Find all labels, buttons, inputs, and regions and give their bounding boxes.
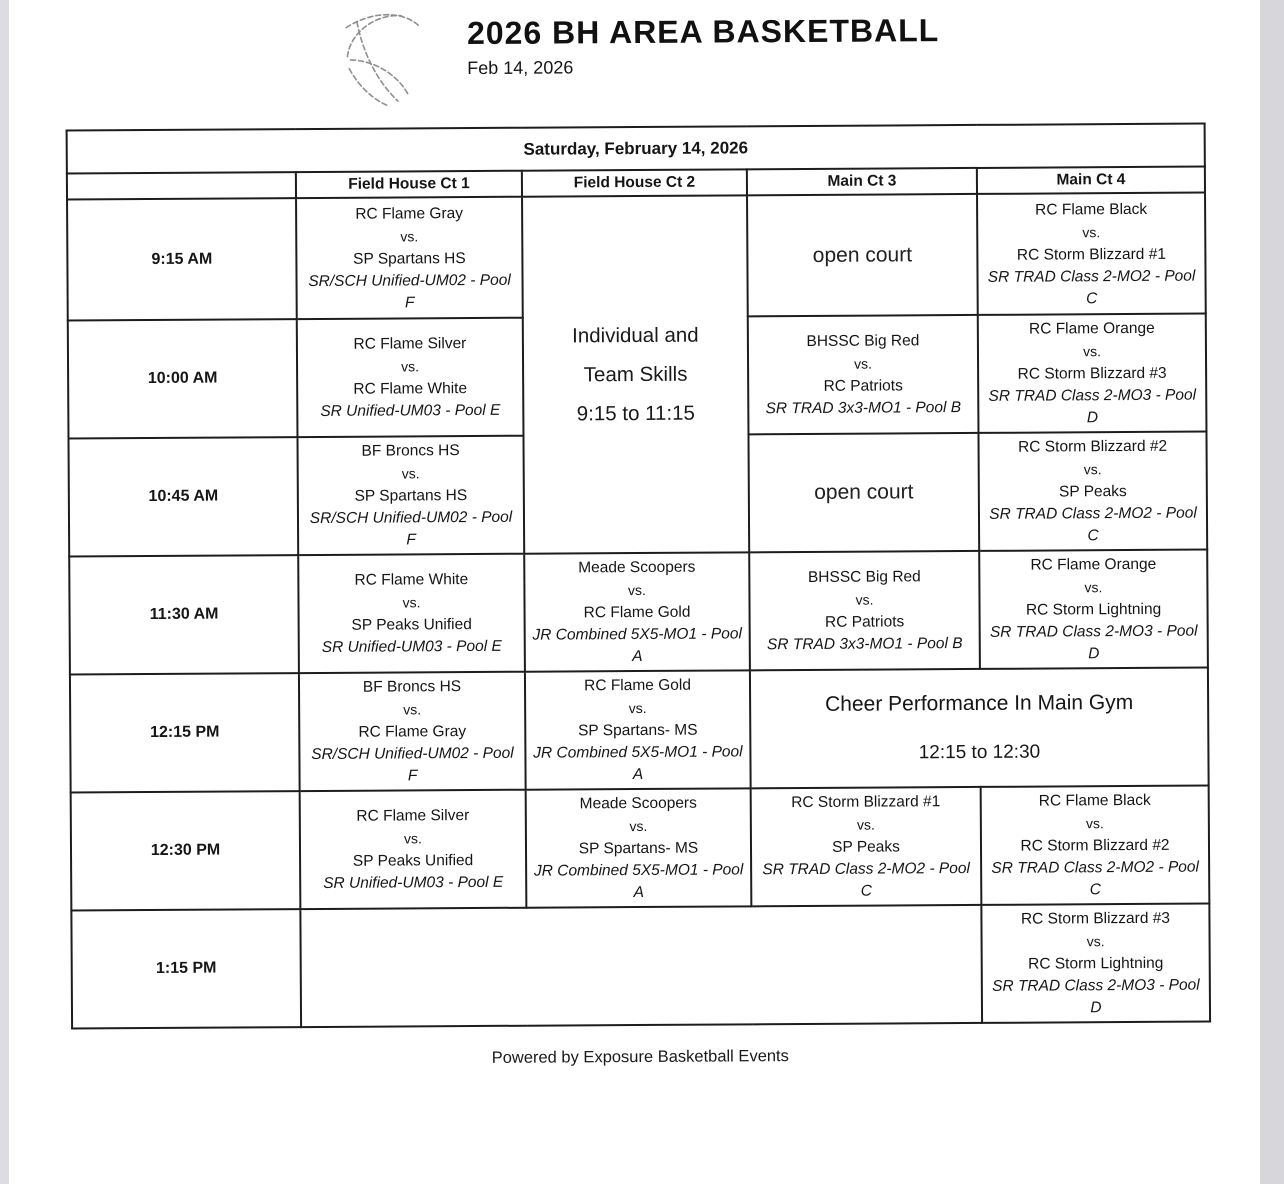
game-cell-1000-ct4 bbox=[978, 314, 1207, 433]
division-label: SR/SCH Unified-UM02 - Pool F bbox=[308, 271, 511, 311]
game-cell-1130-ct2 bbox=[524, 552, 750, 671]
team2-name: SP Spartans HS bbox=[354, 487, 468, 505]
game-cell-1045-ct1 bbox=[297, 436, 524, 555]
division-label: SR TRAD Class 2-MO2 - Pool C bbox=[989, 504, 1197, 545]
team2-name: SP Peaks bbox=[832, 838, 900, 856]
division-label: JR Combined 5X5-MO1 - Pool A bbox=[533, 861, 744, 902]
cheer-line-1: Cheer Performance In Main Gym bbox=[825, 690, 1134, 716]
time-cell: 12:30 PM bbox=[71, 791, 301, 910]
game-cell-1215-ct2 bbox=[525, 670, 751, 789]
open-court-cell-915: open court bbox=[747, 194, 978, 316]
game-cell-1230-ct2 bbox=[526, 788, 752, 907]
team1-name: RC Flame Orange bbox=[1028, 319, 1155, 338]
skills-line-3: 9:15 to 11:15 bbox=[576, 401, 695, 425]
game-cell-1215-ct1 bbox=[299, 672, 526, 791]
game-cell-1230-ct1 bbox=[300, 790, 527, 909]
team1-name: BF Broncs HS bbox=[362, 678, 462, 696]
page-date: Feb 14, 2026 bbox=[467, 57, 574, 79]
division-label: SR TRAD Class 2-MO2 - Pool C bbox=[762, 859, 970, 900]
time-cell: 1:15 PM bbox=[71, 909, 301, 1028]
game-cell-1130-ct4 bbox=[979, 550, 1208, 669]
basketball-sketch-icon bbox=[339, 3, 440, 108]
team1-name: RC Flame Gray bbox=[355, 204, 464, 223]
division-label: SR/SCH Unified-UM02 - Pool F bbox=[311, 744, 514, 785]
team2-name: RC Flame White bbox=[353, 380, 468, 398]
vs-label: vs. bbox=[403, 830, 422, 847]
division-label: JR Combined 5X5-MO1 - Pool A bbox=[532, 625, 742, 666]
division-label: SR TRAD Class 2-MO3 - Pool D bbox=[992, 976, 1200, 1017]
team1-name: RC Flame White bbox=[354, 571, 469, 589]
vs-label: vs. bbox=[1083, 343, 1101, 360]
open-court-cell-1045: open court bbox=[748, 433, 979, 552]
team1-name: RC Storm Blizzard #3 bbox=[1020, 909, 1171, 928]
game-cell-1230-ct3 bbox=[751, 787, 982, 906]
vs-label: vs. bbox=[1083, 461, 1102, 478]
team1-name: RC Flame Black bbox=[1038, 791, 1151, 810]
scan-edge-right bbox=[1260, 0, 1284, 1184]
team2-name: RC Flame Gold bbox=[583, 603, 691, 622]
vs-label: vs. bbox=[855, 591, 874, 608]
team2-name: SP Peaks bbox=[1058, 483, 1127, 501]
team1-name: BF Broncs HS bbox=[361, 442, 460, 460]
game-cell-1000-ct3 bbox=[748, 315, 979, 434]
time-cell: 10:00 AM bbox=[68, 319, 298, 438]
time-cell: 10:45 AM bbox=[68, 437, 298, 556]
team1-name: RC Flame Silver bbox=[356, 807, 470, 825]
vs-label: vs. bbox=[1084, 579, 1103, 596]
vs-label: vs. bbox=[1086, 933, 1105, 950]
vs-label: vs. bbox=[854, 355, 873, 372]
schedule-table bbox=[66, 123, 1212, 1030]
team1-name: BHSSC Big Red bbox=[807, 568, 921, 586]
column-header-ct1: Field House Ct 1 bbox=[296, 171, 522, 198]
team2-name: SP Spartans HS bbox=[353, 249, 466, 268]
game-cell-1230-ct4 bbox=[981, 786, 1210, 905]
division-label: SR Unified-UM03 - Pool E bbox=[321, 637, 502, 656]
page-title: 2026 BH AREA BASKETBALL bbox=[466, 12, 940, 52]
vs-label: vs. bbox=[1082, 223, 1101, 240]
day-header: Saturday, February 14, 2026 bbox=[67, 124, 1205, 174]
column-header-ct4: Main Ct 4 bbox=[977, 167, 1205, 194]
time-cell: 11:30 AM bbox=[69, 555, 299, 674]
cheer-line-2: 12:15 to 12:30 bbox=[918, 741, 1041, 764]
division-label: SR TRAD 3x3-MO1 - Pool B bbox=[765, 399, 962, 418]
team2-name: RC Flame Gray bbox=[358, 723, 467, 741]
team1-name: RC Storm Blizzard #2 bbox=[1018, 437, 1168, 456]
vs-label: vs. bbox=[402, 594, 421, 611]
vs-label: vs. bbox=[403, 701, 422, 718]
vs-label: vs. bbox=[1085, 815, 1104, 832]
team2-name: SP Spartans- MS bbox=[578, 839, 699, 858]
game-cell-1000-ct1 bbox=[297, 318, 524, 437]
game-cell-915-ct4 bbox=[977, 193, 1206, 315]
cheer-session-cell bbox=[750, 668, 1209, 789]
vs-label: vs. bbox=[400, 227, 419, 244]
division-label: SR/SCH Unified-UM02 - Pool F bbox=[309, 508, 513, 549]
game-cell-915-ct1 bbox=[296, 197, 523, 319]
division-label: SR TRAD Class 2-MO3 - Pool D bbox=[988, 386, 1197, 427]
team2-name: RC Storm Lightning bbox=[1028, 954, 1164, 973]
time-cell: 9:15 AM bbox=[67, 198, 297, 320]
team2-name: RC Storm Blizzard #2 bbox=[1020, 836, 1170, 855]
team2-name: SP Peaks Unified bbox=[352, 852, 474, 870]
skills-line-1: Individual and bbox=[572, 323, 699, 347]
division-label: JR Combined 5X5-MO1 - Pool A bbox=[533, 743, 743, 784]
vs-label: vs. bbox=[401, 358, 420, 375]
vs-label: vs. bbox=[628, 699, 647, 717]
team1-name: RC Flame Silver bbox=[353, 335, 467, 353]
division-label: SR TRAD 3x3-MO1 - Pool B bbox=[766, 635, 963, 654]
skills-line-2: Team Skills bbox=[583, 362, 688, 386]
team2-name: RC Storm Blizzard #1 bbox=[1016, 245, 1166, 264]
column-header-ct2: Field House Ct 2 bbox=[522, 169, 747, 196]
vs-label: vs. bbox=[401, 465, 420, 482]
column-header-ct3: Main Ct 3 bbox=[747, 168, 977, 195]
scan-edge-left bbox=[0, 0, 9, 1184]
column-header-time bbox=[67, 172, 296, 199]
game-cell-1130-ct1 bbox=[298, 554, 525, 673]
team2-name: SP Spartans- MS bbox=[578, 721, 698, 740]
team2-name: SP Peaks Unified bbox=[351, 616, 472, 634]
team1-name: Meade Scoopers bbox=[578, 558, 696, 577]
time-cell: 12:15 PM bbox=[70, 673, 300, 792]
division-label: SR Unified-UM03 - Pool E bbox=[323, 873, 504, 892]
team2-name: RC Patriots bbox=[823, 377, 903, 395]
division-label: SR TRAD Class 2-MO2 - Pool C bbox=[991, 858, 1199, 899]
team1-name: Meade Scoopers bbox=[579, 794, 697, 813]
team1-name: RC Flame Orange bbox=[1030, 555, 1157, 574]
team1-name: RC Storm Blizzard #1 bbox=[791, 793, 941, 812]
team2-name: RC Storm Lightning bbox=[1025, 600, 1162, 619]
division-label: SR TRAD Class 2-MO3 - Pool D bbox=[989, 622, 1198, 663]
vs-label: vs. bbox=[627, 581, 646, 599]
team2-name: RC Storm Blizzard #3 bbox=[1017, 364, 1167, 383]
team1-name: BHSSC Big Red bbox=[806, 332, 920, 350]
division-label: SR Unified-UM03 - Pool E bbox=[320, 401, 501, 420]
document-header bbox=[0, 0, 1281, 114]
game-cell-115-ct4 bbox=[981, 904, 1210, 1023]
vs-label: vs. bbox=[629, 817, 648, 835]
team1-name: RC Flame Black bbox=[1035, 200, 1148, 219]
skills-session-cell bbox=[522, 195, 749, 553]
powered-by-text: Powered by Exposure Basketball Events bbox=[491, 1047, 789, 1067]
division-label: SR TRAD Class 2-MO2 - Pool C bbox=[987, 267, 1196, 307]
team1-name: RC Flame Gold bbox=[584, 676, 691, 695]
game-cell-1045-ct4 bbox=[978, 432, 1207, 551]
empty-cell bbox=[300, 905, 982, 1027]
game-cell-1130-ct3 bbox=[749, 551, 980, 670]
team2-name: RC Patriots bbox=[824, 613, 905, 631]
vs-label: vs. bbox=[856, 816, 875, 833]
